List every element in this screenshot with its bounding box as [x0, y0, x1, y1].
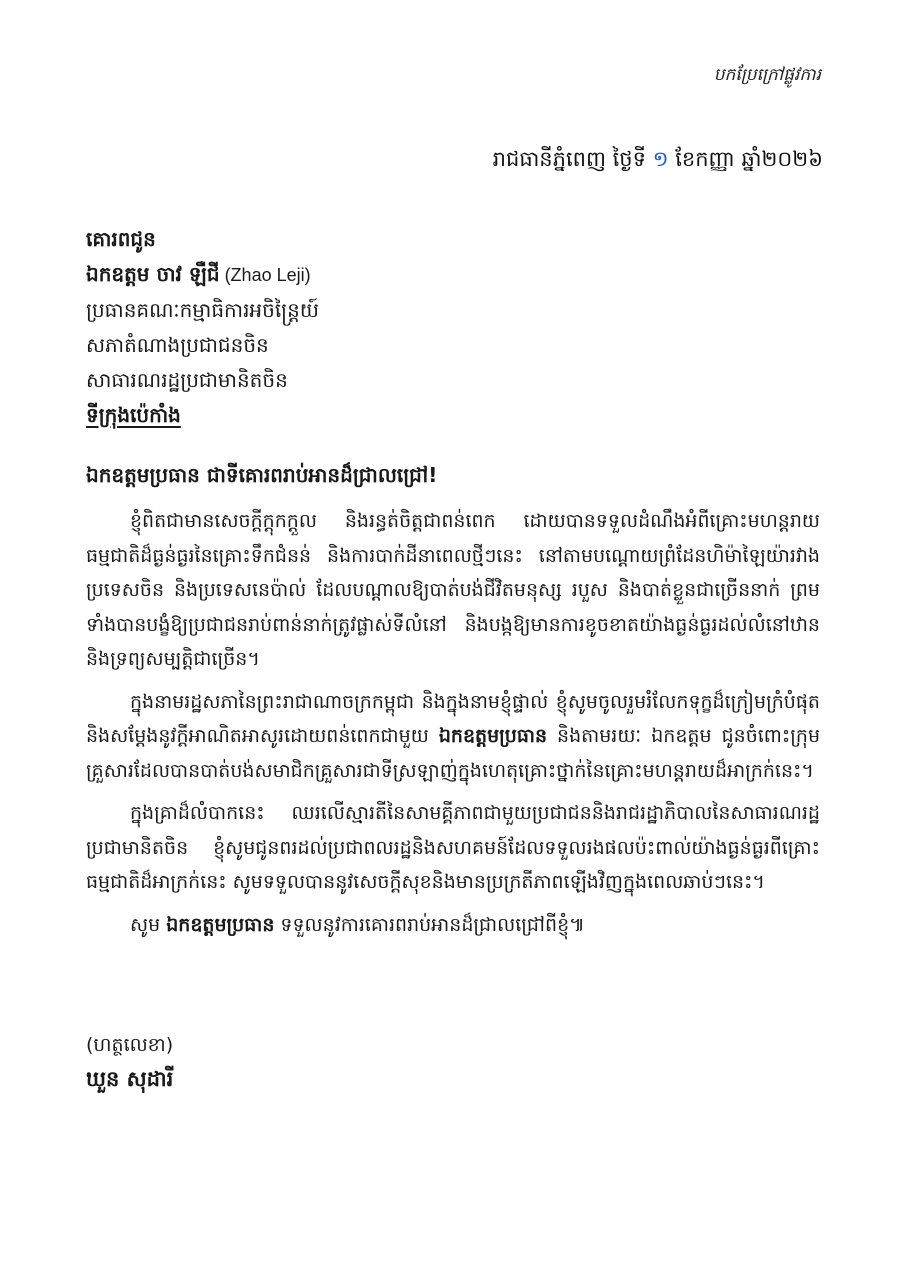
- paragraph-2-text-b: និងតាមរយៈ ឯកឧត្តម ជូនចំពោះក្រុមគ្រួសារដែលបានបាត់បង់សមាជិកគ្រួសារជាទីស្រឡាញ់ក្នុងហេតុគ្រោះថ្នាក់នៃគ្រោះមហន្តរាយដ៏អាក្រក់នេះ។: [86, 725, 821, 782]
- body-paragraph-2: [86, 685, 820, 789]
- closing-block: [86, 1028, 173, 1096]
- signed-note: (ហត្ថលេខា): [86, 1034, 174, 1056]
- paragraph-4-text-b: ទទួលនូវការគោរពរាប់អានដ៏ជ្រាលជ្រៅពីខ្ញុំ៕: [274, 913, 585, 936]
- signer-name: ឃួន សុដារី: [86, 1067, 174, 1091]
- addressee-block: [86, 222, 806, 433]
- salutation: ឯកឧត្តមប្រធាន ជាទីគោរពរាប់អានដ៏ជ្រាលជ្រៅ!: [86, 463, 438, 487]
- dateline: [493, 146, 823, 177]
- recipient-name-khmer: ឯកឧត្តម ចាវ ឡឺជី: [86, 262, 220, 286]
- paragraph-4-text-a: សូម: [130, 913, 167, 936]
- paragraph-2-text-a: ក្នុងនាមរដ្ឋសភានៃព្រះរាជាណាចក្រកម្ពុជា និងក្នុងនាមខ្ញុំផ្ទាល់ ខ្ញុំសូមចូលរួមរំលែកទុក្ខដ៏ក្រៀមក្រំបំផុត និងសម្តែងនូវក្តីអាណិតអាសូរដោយពន់ពេកជាមួយ: [86, 690, 820, 747]
- recipient-title-1: ប្រធានគណៈកម្មាធិការអចិន្ត្រៃយ៍: [86, 298, 319, 322]
- respectfully-to: គោរពជូន: [86, 227, 156, 251]
- unofficial-translation-note: បកប្រែក្រៅផ្លូវការ: [713, 65, 821, 85]
- date-suffix: ខែកញ្ញា ឆ្នាំ២០២៦: [668, 147, 823, 171]
- recipient-city: ទីក្រុងប៉េកាំង: [86, 403, 181, 427]
- body-paragraph-1: ខ្ញុំពិតជាមានសេចក្តីក្តុកក្តួល និងរន្ធត់ចិត្តជាពន់ពេក ដោយបានទទួលដំណឹងអំពីគ្រោះមហន្តរាយធម្មជាតិដ៏ធ្ងន់ធ្ងរនៃគ្រោះទឹកជំនន់ និងការបាក់ដីនាពេលថ្មីៗនេះ នៅតាមបណ្តោយព្រំដែនហិម៉ាឡៃយ៉ារវាងប្រទេសចិន និងប្រទេសនេប៉ាល់ ដែលបណ្តាលឱ្យបាត់បង់ជីវិតមនុស្ស របួស និងបាត់ខ្លួនជាច្រើននាក់ ព្រមទាំងបានបង្ខំឱ្យប្រជាជនរាប់ពាន់នាក់ត្រូវផ្លាស់ទីលំនៅ និងបង្កឱ្យមានការខូចខាតយ៉ាងធ្ងន់ធ្ងរដល់លំនៅឋាន និងទ្រព្យសម្បត្តិជាច្រើន។: [86, 510, 820, 670]
- body-paragraph-4: [86, 908, 820, 943]
- recipient-title-2: សភាតំណាងប្រជាជនចិន: [86, 333, 269, 357]
- recipient-name-line: [86, 257, 806, 293]
- recipient-title-3: សាធារណរដ្ឋប្រជាមានិតចិន: [86, 368, 288, 392]
- letter-body: [86, 504, 820, 950]
- body-paragraph-3: ក្នុងគ្រាដ៏លំបាកនេះ ឈរលើស្មារតីនៃសាមគ្គីភាពជាមួយប្រជាជននិងរាជរដ្ឋាភិបាលនៃសាធារណរដ្ឋប្រជាមានិតចិន ខ្ញុំសូមជូនពរដល់ប្រជាពលរដ្ឋនិងសហគមន៍ដែលទទួលរងផលប៉ះពាល់យ៉ាងធ្ងន់ធ្ងរពីគ្រោះធម្មជាតិដ៏អាក្រក់នេះ សូមទទួលបាននូវសេចក្តីសុខនិងមានប្រក្រតីភាពឡើងវិញក្នុងពេលឆាប់ៗនេះ។: [86, 802, 820, 893]
- paragraph-4-bold-title: ឯកឧត្តមប្រធាន: [166, 913, 275, 936]
- paragraph-2-bold-title: ឯកឧត្តមប្រធាន: [438, 725, 548, 747]
- recipient-name-latin: (Zhao Leji): [219, 265, 311, 285]
- date-prefix: រាជធានីភ្នំពេញ ថ្ងៃទី: [492, 147, 653, 171]
- date-day: ១: [652, 147, 669, 171]
